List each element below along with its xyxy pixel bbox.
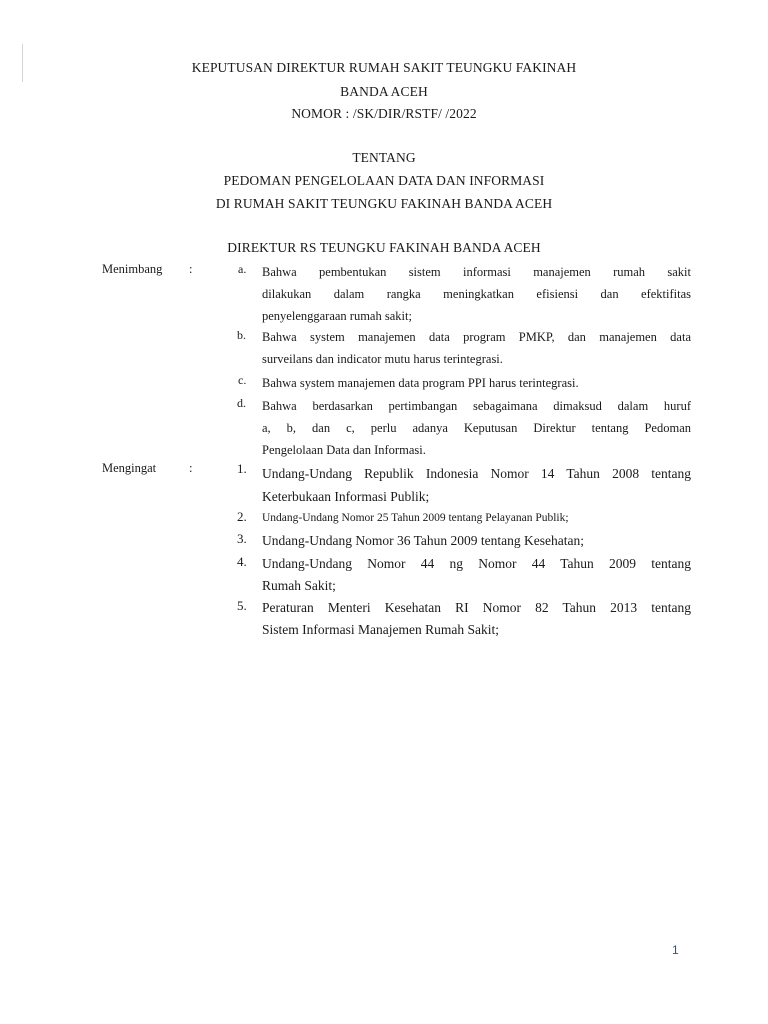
mengingat-item-4 (262, 553, 691, 597)
menimbang-label: Menimbang (102, 262, 163, 276)
text-line: Undang-Undang Nomor 25 Tahun 2009 tentang Pelayanan Publik; (262, 512, 569, 524)
header-title: KEPUTUSAN DIREKTUR RUMAH SAKIT TEUNGKU FAKINAH (191, 60, 577, 75)
mengingat-colon: : (189, 461, 193, 475)
text-line: Peraturan Menteri Kesehatan RI Nomor 82 Tahun 2013 tentang (262, 600, 691, 615)
text-line: penyelenggaraan rumah sakit; (262, 309, 412, 323)
mengingat-marker-4: 4. (237, 554, 247, 569)
text-line: Bahwa system manajemen data program PPI harus terintegrasi. (262, 376, 579, 390)
header-city: BANDA ACEH (340, 84, 428, 99)
text-line: Bahwa pembentukan sistem informasi manajemen rumah sakit (262, 265, 691, 279)
header-issuer: DIREKTUR RS TEUNGKU FAKINAH BANDA ACEH (227, 240, 541, 255)
menimbang-item-c (262, 372, 691, 394)
header-subject-location: DI RUMAH SAKIT TEUNGKU FAKINAH BANDA ACEH (215, 196, 553, 211)
text-line: Keterbukaan Informasi Publik; (262, 489, 430, 504)
mengingat-item-2 (262, 510, 691, 526)
text-line: Sistem Informasi Manajemen Rumah Sakit; (262, 622, 499, 637)
mengingat-marker-2: 2. (237, 509, 247, 524)
menimbang-marker-d: d. (237, 396, 246, 410)
header-number: NOMOR : /SK/DIR/RSTF/ /2022 (291, 106, 477, 121)
text-line: Bahwa berdasarkan pertimbangan sebagaimana dimaksud dalam huruf (262, 399, 691, 413)
header-tentang: TENTANG (352, 150, 416, 165)
menimbang-marker-c: c. (238, 373, 247, 387)
menimbang-item-d (262, 395, 691, 461)
menimbang-item-b (262, 326, 691, 370)
mengingat-item-1 (262, 462, 691, 508)
text-line: Undang-Undang Nomor 36 Tahun 2009 tentang Kesehatan; (262, 533, 584, 548)
text-line: a, b, dan c, perlu adanya Keputusan Direktur tentang Pedoman (262, 421, 691, 435)
mengingat-marker-1: 1. (237, 461, 247, 476)
text-line: Undang-Undang Republik Indonesia Nomor 14 Tahun 2008 tentang (262, 466, 691, 481)
mengingat-item-5 (262, 597, 691, 641)
text-line: Pengelolaan Data dan Informasi. (262, 443, 426, 457)
menimbang-item-a (262, 261, 691, 327)
menimbang-marker-b: b. (237, 328, 246, 342)
header-subject: PEDOMAN PENGELOLAAN DATA DAN INFORMASI (223, 173, 545, 188)
mengingat-marker-5: 5. (237, 598, 247, 613)
mengingat-item-3 (262, 530, 691, 552)
text-line: surveilans dan indicator mutu harus terintegrasi. (262, 352, 503, 366)
text-line: Undang-Undang Nomor 44 ng Nomor 44 Tahun 2009 tentang (262, 556, 691, 571)
mengingat-marker-3: 3. (237, 531, 247, 546)
menimbang-colon: : (189, 262, 193, 276)
page-number: 1 (672, 943, 679, 957)
text-line: Rumah Sakit; (262, 578, 336, 593)
text-line: dilakukan dalam rangka meningkatkan efisiensi dan efektifitas (262, 287, 691, 301)
mengingat-label: Mengingat (102, 461, 157, 475)
menimbang-marker-a: a. (238, 262, 247, 276)
text-line: Bahwa system manajemen data program PMKP, dan manajemen data (262, 330, 691, 344)
